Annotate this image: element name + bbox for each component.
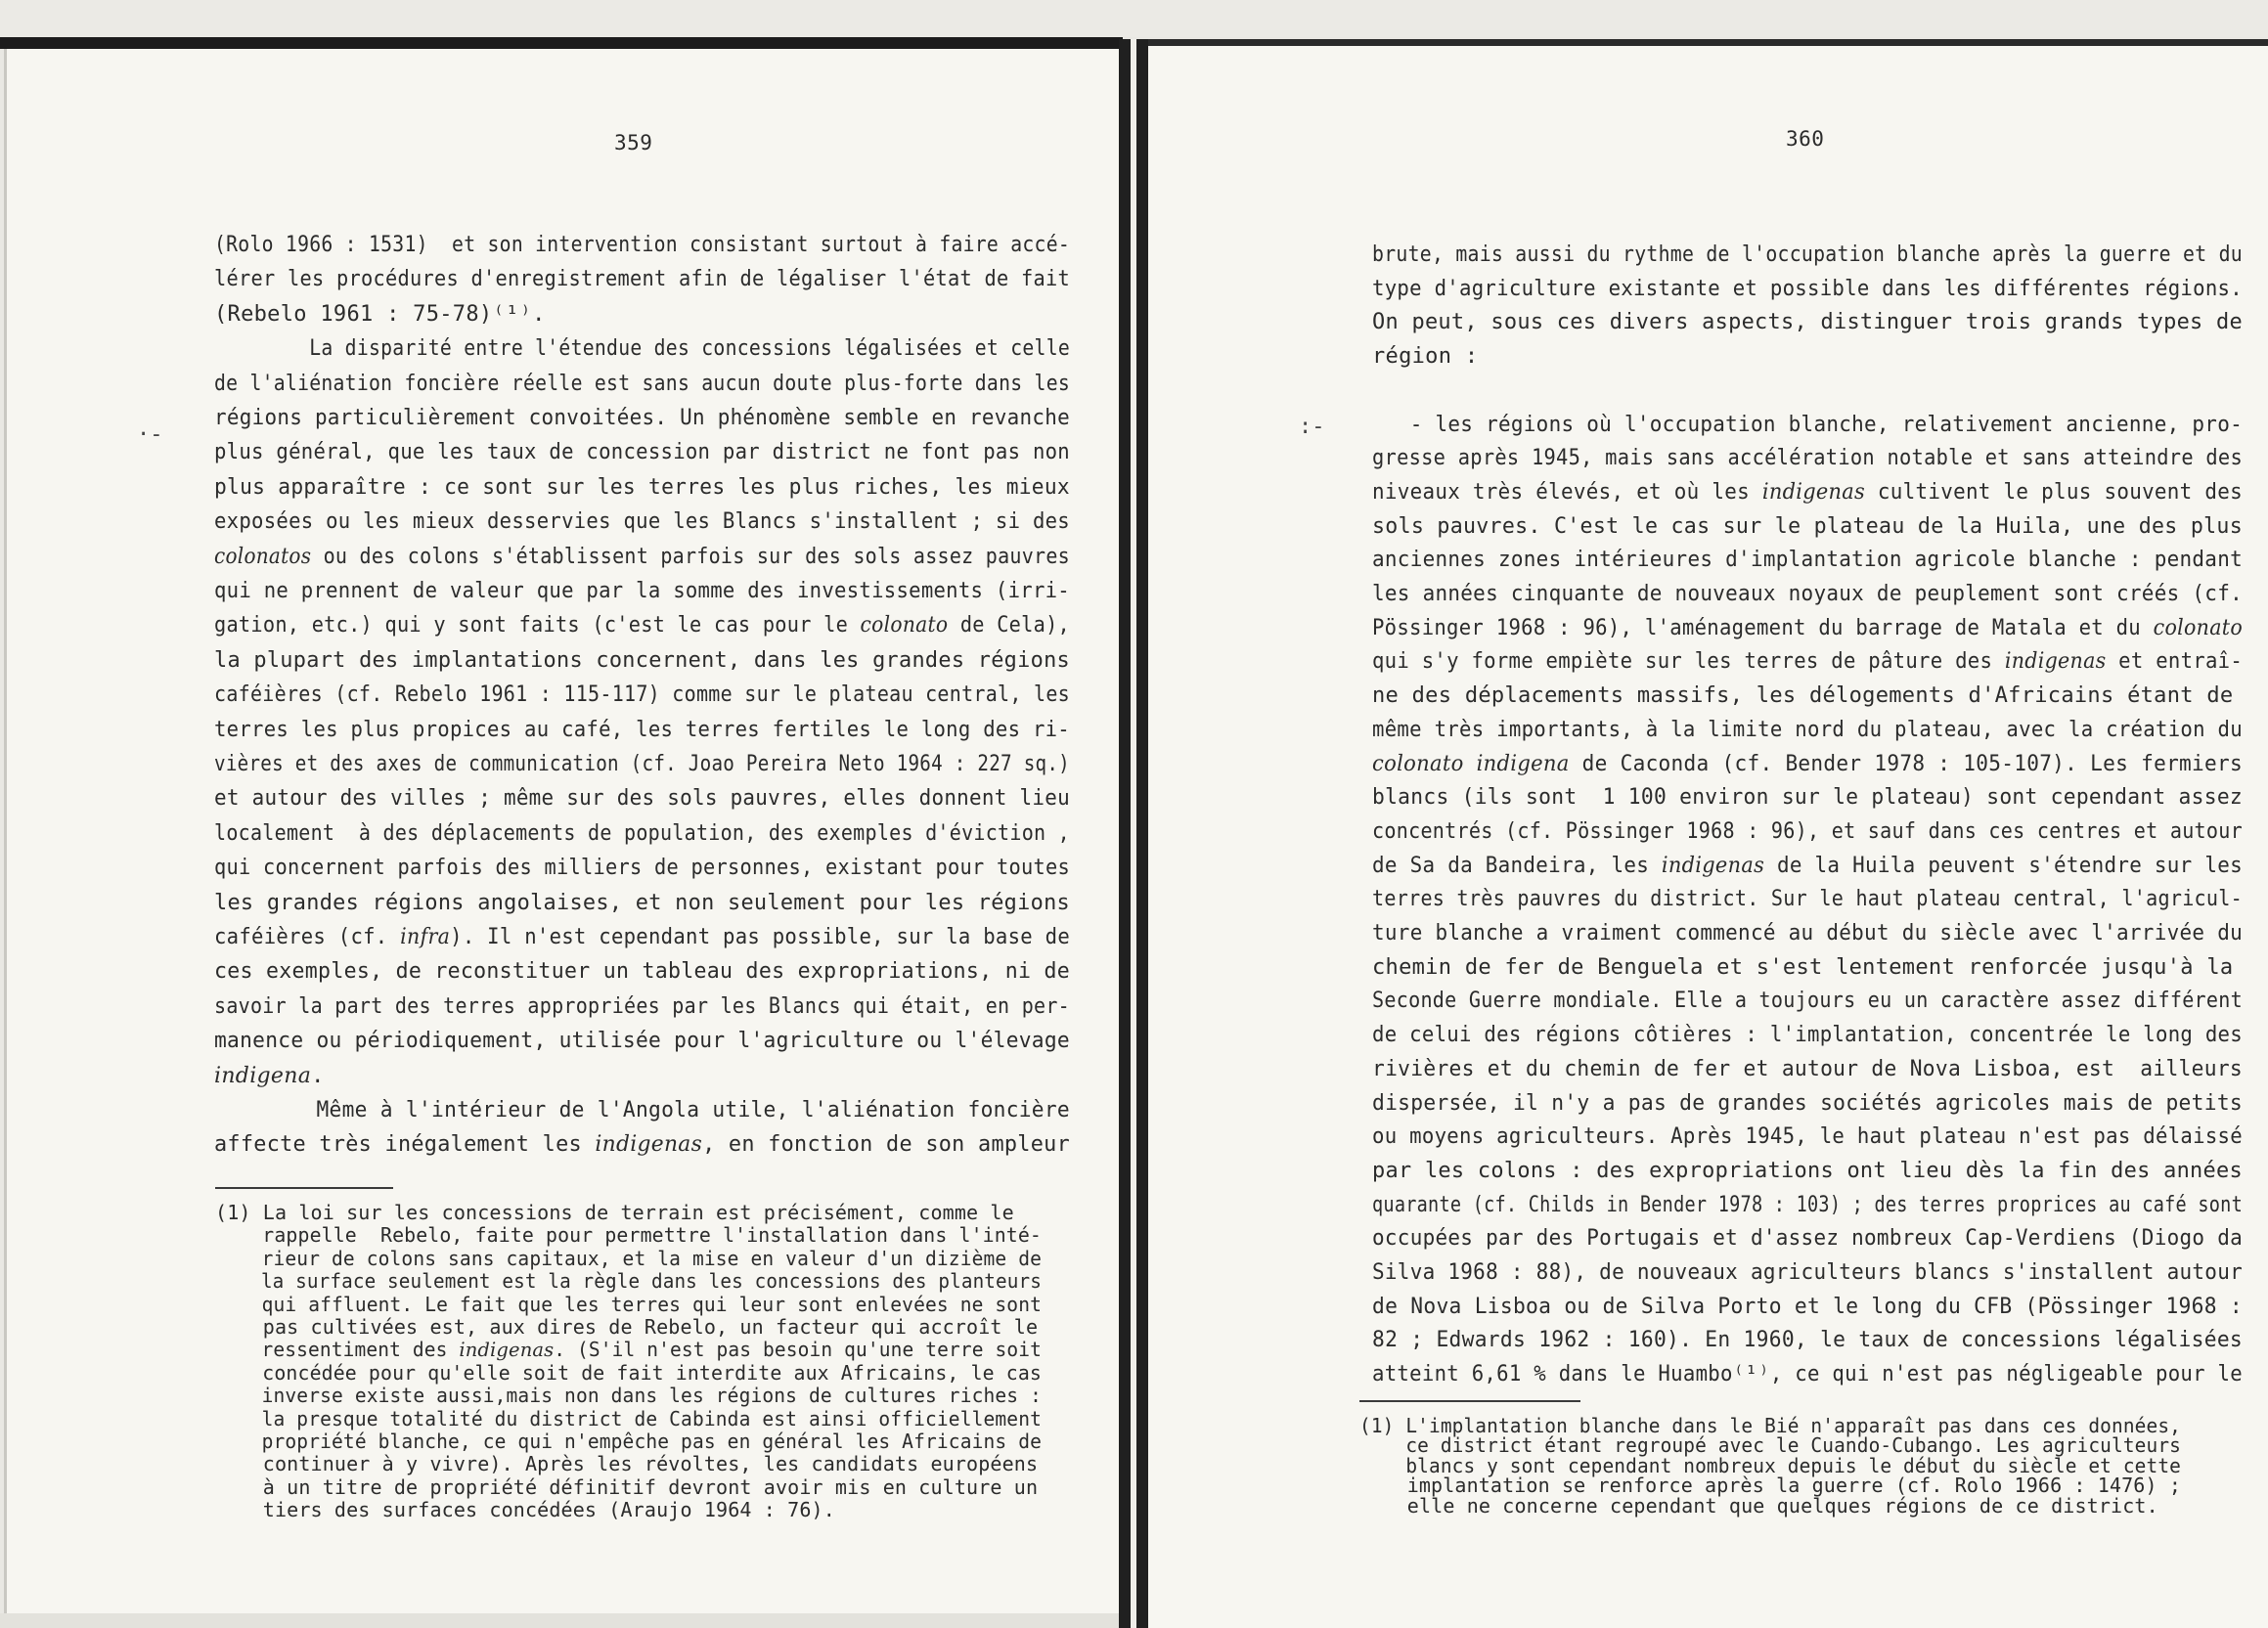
footnote-line: concédée pour qu'elle soit de fait interdite aux Africains, le cas [215, 1360, 1042, 1385]
text-line: rivières et du chemin de fer et autour de Nova Lisboa, est ailleurs [1372, 1056, 2243, 1081]
text-line: quarante (cf. Childs in Bender 1978 : 103) ; des terres proprices au café sont [1372, 1192, 2243, 1217]
text-line: ces exemples, de reconstituer un tableau des expropriations, ni de [214, 959, 1070, 985]
text-line: de celui des régions côtières : l'implantation, concentrée le long des [1372, 1023, 2243, 1048]
right-page-number: 360 [1786, 127, 1825, 151]
text-line: vières et des axes de communication (cf. Joao Pereira Neto 1964 : 227 sq.) [214, 752, 1070, 776]
text-line: qui concernent parfois des milliers de personnes, existant pour toutes [214, 856, 1070, 881]
scan-background [0, 0, 2268, 37]
text-line: plus apparaître : ce sont sur les terres les plus riches, les mieux [214, 474, 1070, 500]
text-line: savoir la part des terres appropriées par les Blancs qui était, en per- [214, 993, 1070, 1019]
text-line: Pössinger 1968 : 96), l'aménagement du barrage de Matala et du colonato [1372, 615, 2243, 640]
text-line: La disparité entre l'étendue des concessions légalisées et celle [214, 336, 1070, 362]
footnote-line: pas cultivées est, aux dires de Rebelo, un facteur qui accroît le [215, 1315, 1039, 1339]
text-line: affecte très inégalement les indigenas, en fonction de son ampleur [214, 1132, 1070, 1158]
text-line: concentrés (cf. Pössinger 1968 : 96), et sauf dans ces centres et autour [1372, 818, 2243, 844]
text-line: colonatos ou des colons s'établissent parfois sur des sols assez pauvres [214, 544, 1070, 569]
text-line: ou moyens agriculteurs. Après 1945, le haut plateau n'est pas délaissé [1372, 1124, 2243, 1150]
text-line: indigena. [214, 1063, 325, 1088]
text-line: lérer les procédures d'enregistrement afin de légaliser l'état de fait [214, 267, 1070, 292]
text-line: manence ou périodiquement, utilisée pour l'agriculture ou l'élevage [214, 1029, 1070, 1054]
footnote-line: la presque totalité du district de Cabinda est ainsi officiellement [215, 1406, 1042, 1430]
text-line: sols pauvres. C'est le cas sur le plateau de la Huila, une des plus [1372, 513, 2243, 539]
text-line: occupées par des Portugais et d'assez nombreux Cap-Verdiens (Diogo da [1372, 1226, 2243, 1252]
text-line: blancs (ils sont 1 100 environ sur le plateau) sont cependant assez [1372, 785, 2243, 811]
footnote-line: rieur de colons sans capitaux, et la mise en valeur d'un dizième de [215, 1246, 1042, 1270]
footnote-line: continuer à y vivre). Après les révoltes, les candidats européens [215, 1452, 1039, 1476]
footnote-line: elle ne concerne cependant que quelques régions de ce district. [1359, 1493, 2158, 1518]
text-line: de l'aliénation foncière réelle est sans aucun doute plus-forte dans les [214, 371, 1070, 396]
text-line: qui s'y forme empiète sur les terres de pâture des indigenas et entraî- [1372, 649, 2243, 675]
text-line: type d'agriculture existante et possible dans les différentes régions. [1372, 276, 2243, 301]
text-line: atteint 6,61 % dans le Huambo⁽¹⁾, ce qui n'est pas négligeable pour le [1372, 1362, 2243, 1387]
footnote-line: la surface seulement est la règle dans les concessions des planteurs [215, 1269, 1042, 1294]
footnote-line: tiers des surfaces concédées (Araujo 1964 : 76). [215, 1498, 835, 1522]
left-footnote-rule [215, 1187, 393, 1189]
footnote-line: propriété blanche, ce qui n'empêche pas en général les Africains de [215, 1430, 1042, 1453]
text-line: la plupart des implantations concernent, dans les grandes régions [214, 647, 1070, 673]
text-line: exposées ou les mieux desservies que les Blancs s'installent ; si des [214, 509, 1070, 535]
footnote-line: blancs y sont cependant nombreux depuis le début du siècle et cette [1359, 1453, 2181, 1477]
text-line: plus général, que les taux de concession par district ne font pas non [214, 440, 1070, 465]
text-line: caféières (cf. Rebelo 1961 : 115-117) comme sur le plateau central, les [214, 682, 1070, 708]
text-line: qui ne prennent de valeur que par la somme des investissements (irri- [214, 579, 1070, 603]
text-line: région : [1372, 344, 1479, 370]
text-line: localement à des déplacements de population, des exemples d'éviction , [214, 820, 1070, 846]
text-line: de Nova Lisboa ou de Silva Porto et le long du CFB (Pössinger 1968 : [1372, 1294, 2243, 1319]
text-line: (Rebelo 1961 : 75-78)⁽¹⁾. [214, 301, 546, 327]
text-line: terres très pauvres du district. Sur le haut plateau central, l'agricul- [1372, 887, 2243, 912]
text-line: les années cinquante de nouveaux noyaux de peuplement sont créés (cf. [1372, 582, 2243, 606]
right-margin-mark: :- [1299, 415, 1325, 439]
text-line: - les régions où l'occupation blanche, relativement ancienne, pro- [1372, 412, 2243, 437]
footnote-line: qui affluent. Le fait que les terres qui leur sont enlevées ne sont [215, 1292, 1042, 1316]
text-line: chemin de fer de Benguela et s'est lentement renforcée jusqu'à la [1372, 954, 2234, 980]
footnote-line: implantation se renforce après la guerre (cf. Rolo 1966 : 1476) ; [1359, 1474, 2181, 1498]
footnote-line: à un titre de propriété définitif devront avoir mis en culture un [215, 1474, 1039, 1499]
text-line: 82 ; Edwards 1962 : 160). En 1960, le taux de concessions légalisées [1372, 1328, 2243, 1353]
text-line: ne des déplacements massifs, les délogements d'Africains étant de [1372, 683, 2234, 709]
text-line: gation, etc.) qui y sont faits (c'est le cas pour le colonato de Cela), [214, 613, 1070, 638]
top-edge-rule-right [1144, 39, 2268, 46]
text-line: gresse après 1945, mais sans accélération notable et sans atteindre des [1372, 446, 2243, 471]
text-line: les grandes régions angolaises, et non seulement pour les régions [214, 890, 1070, 915]
book-gutter-gap [1131, 39, 1136, 1628]
text-line: Même à l'intérieur de l'Angola utile, l'aliénation foncière [214, 1098, 1070, 1122]
scan-bottom-band [0, 1613, 1119, 1628]
left-margin-mark: ·- [137, 422, 163, 447]
footnote-line: (1) La loi sur les concessions de terrain est précisément, comme le [215, 1201, 1014, 1224]
footnote-line: ressentiment des indigenas. (S'il n'est pas besoin qu'une terre soit [215, 1338, 1042, 1362]
text-line: caféières (cf. infra). Il n'est cependant pas possible, sur la base de [214, 925, 1070, 949]
text-line: terres les plus propices au café, les terres fertiles le long des ri- [214, 717, 1070, 742]
footnote-line: inverse existe aussi,mais non dans les régions de cultures riches : [215, 1384, 1042, 1408]
text-line: dispersée, il n'y a pas de grandes sociétés agricoles mais de petits [1372, 1090, 2243, 1116]
text-line: Seconde Guerre mondiale. Elle a toujours eu un caractère assez différent [1372, 989, 2243, 1014]
text-line: de Sa da Bandeira, les indigenas de la Huila peuvent s'étendre sur les [1372, 853, 2243, 878]
text-line: anciennes zones intérieures d'implantation agricole blanche : pendant [1372, 548, 2243, 573]
text-line: colonato indigena de Caconda (cf. Bender 1978 : 105-107). Les fermiers [1372, 751, 2243, 776]
left-page-number: 359 [614, 131, 653, 154]
text-line: (Rolo 1966 : 1531) et son intervention consistant surtout à faire accé- [214, 233, 1070, 257]
footnote-line: (1) L'implantation blanche dans le Bié n'apparaît pas dans ces données, [1359, 1414, 2181, 1437]
text-line: brute, mais aussi du rythme de l'occupation blanche après la guerre et du [1372, 242, 2243, 267]
top-edge-rule-left [0, 37, 1123, 49]
text-line: régions particulièrement convoitées. Un phénomène semble en revanche [214, 406, 1070, 430]
text-line: par les colons : des expropriations ont lieu dès la fin des années [1372, 1158, 2243, 1183]
text-line: ture blanche a vraiment commencé au début du siècle avec l'arrivée du [1372, 921, 2243, 946]
text-line: Silva 1968 : 88), de nouveaux agriculteurs blancs s'installent autour [1372, 1260, 2243, 1285]
text-line: On peut, sous ces divers aspects, distinguer trois grands types de [1372, 310, 2243, 335]
footnote-line: ce district étant regroupé avec le Cuando-Cubango. Les agriculteurs [1359, 1433, 2181, 1458]
text-line: même très importants, à la limite nord du plateau, avec la création du [1372, 717, 2243, 742]
text-line: niveaux très élevés, et où les indigenas cultivent le plus souvent des [1372, 479, 2243, 505]
footnote-line: rappelle Rebelo, faite pour permettre l'installation dans l'inté- [215, 1223, 1042, 1248]
text-line: et autour des villes ; même sur des sols pauvres, elles donnent lieu [214, 786, 1070, 812]
right-footnote-rule [1359, 1400, 1580, 1402]
